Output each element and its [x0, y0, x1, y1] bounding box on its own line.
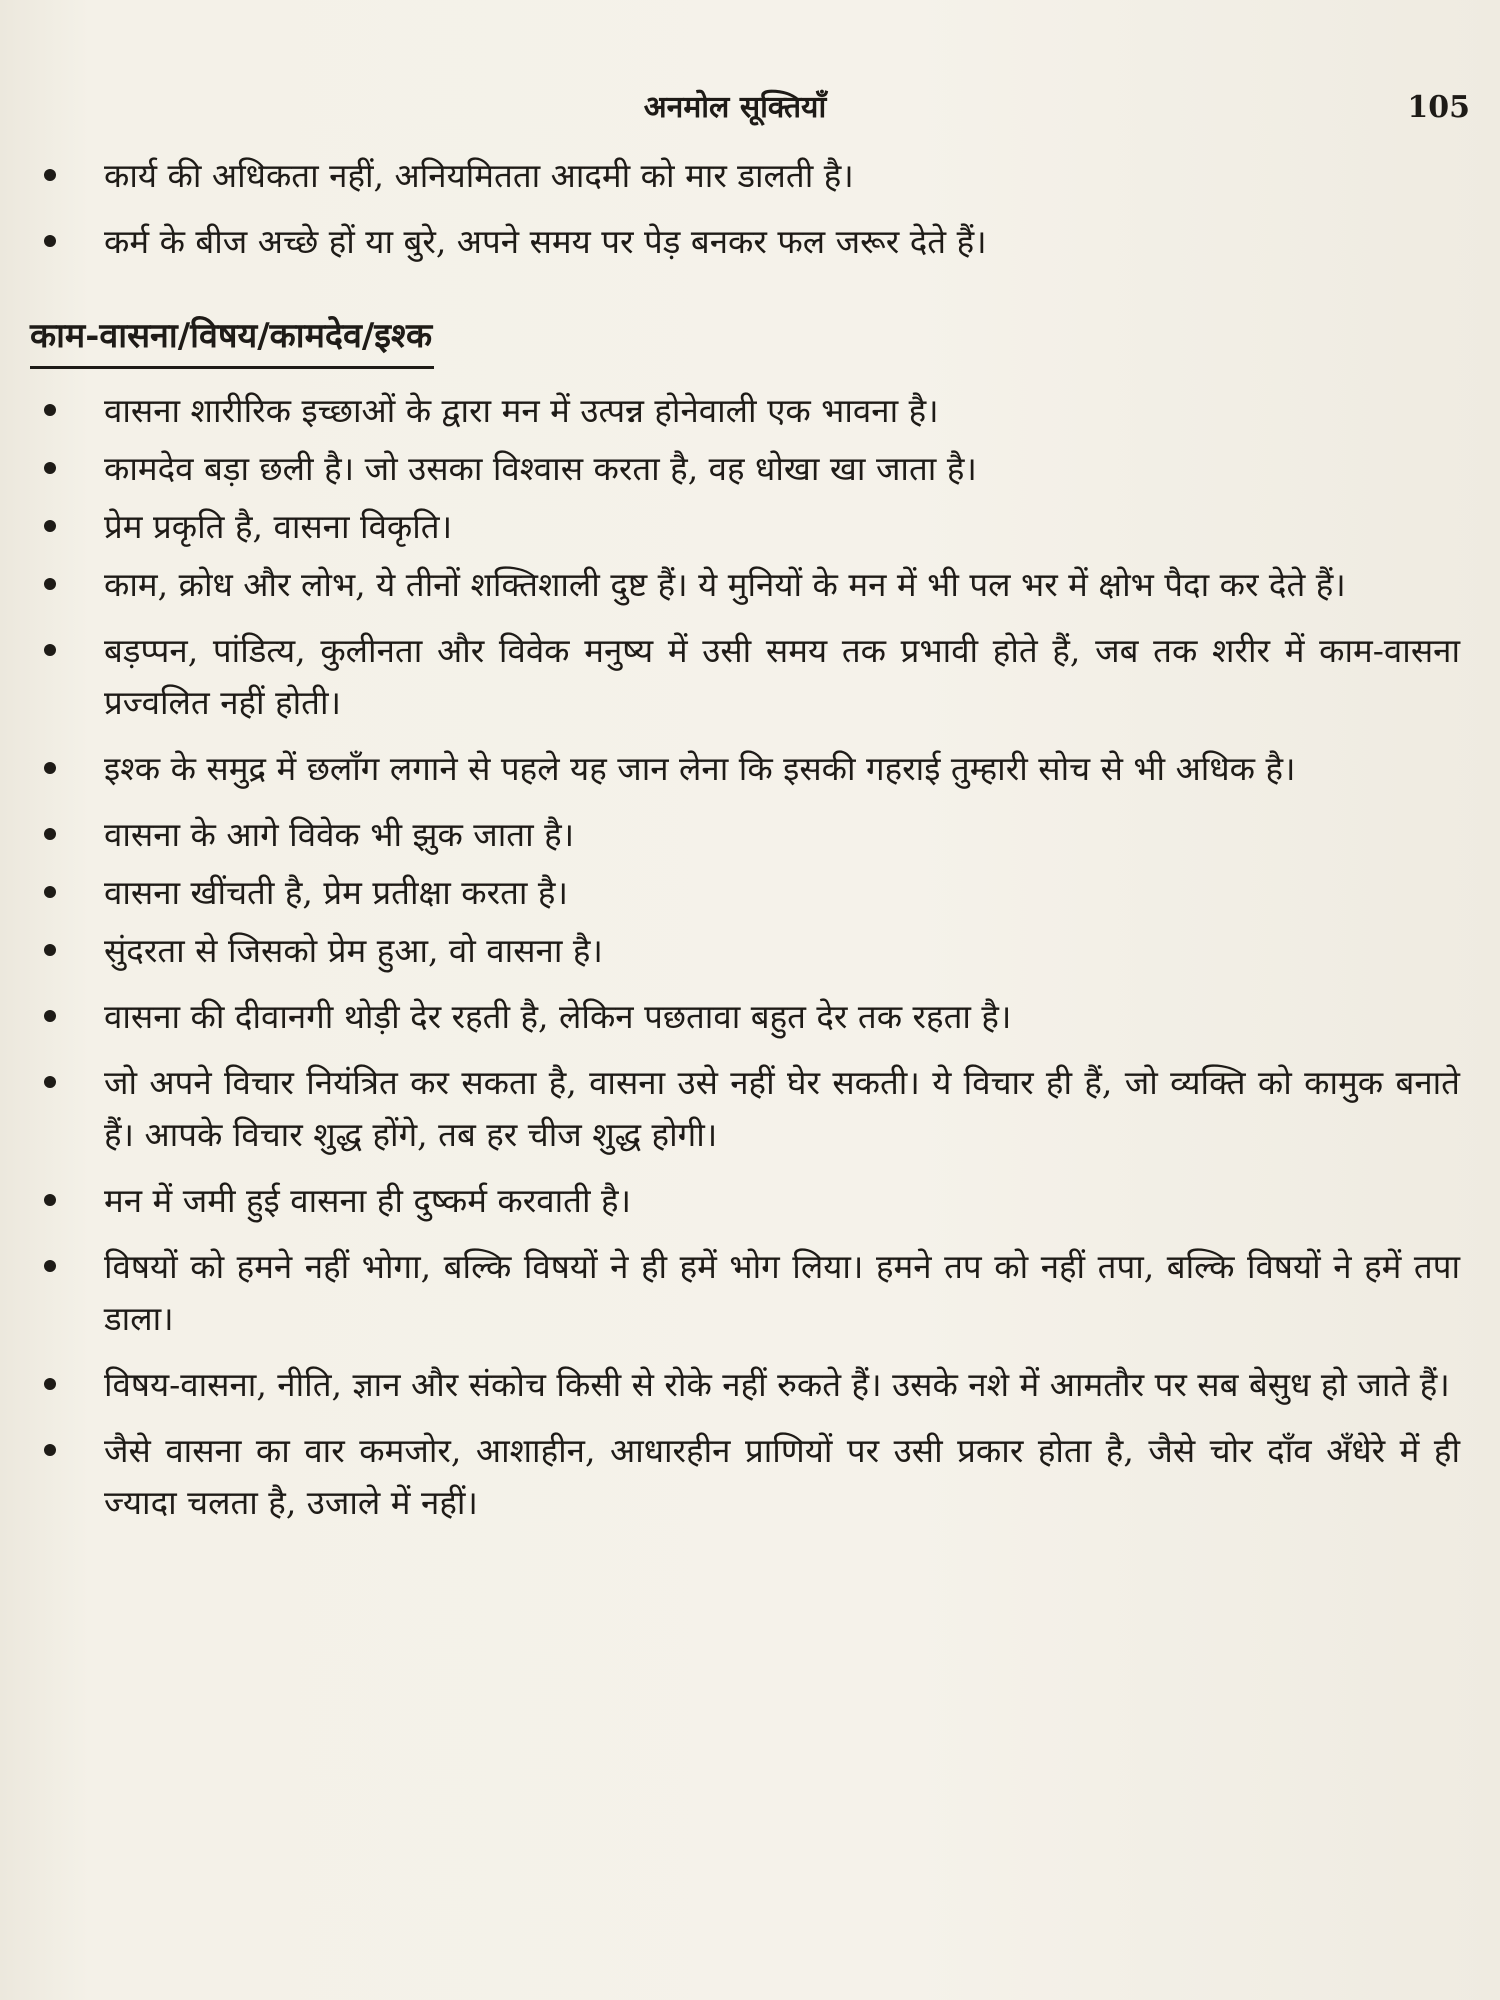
bullet-icon — [44, 828, 56, 840]
bullet-icon — [44, 578, 56, 590]
bullet-icon — [44, 1194, 56, 1206]
quote-item — [30, 501, 1460, 553]
quote-text: काम, क्रोध और लोभ, ये तीनों शक्तिशाली दुष्ट हैं। ये मुनियों के मन में भी पल भर में क्षोभ पैदा कर देते हैं। — [104, 565, 1346, 604]
quote-item — [30, 559, 1460, 611]
bullet-icon — [44, 404, 56, 416]
bullet-icon — [44, 1378, 56, 1390]
bullet-icon — [44, 1444, 56, 1456]
quote-item — [30, 1359, 1460, 1411]
quote-text: विषयों को हमने नहीं भोगा, बल्कि विषयों ने ही हमें भोग लिया। हमने तप को नहीं तपा, बल्कि विषयों ने हमें तपा डाला। — [104, 1247, 1460, 1338]
quote-text: बड़प्पन, पांडित्य, कुलीनता और विवेक मनुष्य में उसी समय तक प्रभावी होते हैं, जब तक शरीर में काम-वासना प्रज्वलित नहीं होती। — [104, 631, 1460, 722]
quote-text: वासना की दीवानगी थोड़ी देर रहती है, लेकिन पछतावा बहुत देर तक रहता है। — [104, 997, 1012, 1036]
quote-text: जो अपने विचार नियंत्रित कर सकता है, वासना उसे नहीं घेर सकती। ये विचार ही हैं, जो व्यक्ति को कामुक बनाते हैं। आपके विचार शुद्ध होंगे, तब हर चीज शुद्ध होगी। — [104, 1063, 1460, 1154]
quote-text: प्रेम प्रकृति है, वासना विकृति। — [104, 507, 453, 546]
quote-text: सुंदरता से जिसको प्रेम हुआ, वो वासना है। — [104, 931, 603, 970]
quote-text: विषय-वासना, नीति, ज्ञान और संकोच किसी से रोके नहीं रुकते हैं। उसके नशे में आमतौर पर सब बेसुध हो जाते हैं। — [104, 1365, 1450, 1404]
quote-text: कामदेव बड़ा छली है। जो उसका विश्वास करता है, वह धोखा खा जाता है। — [104, 449, 977, 488]
quote-item — [30, 1425, 1460, 1529]
quote-item — [30, 925, 1460, 977]
quote-text: मन में जमी हुई वासना ही दुष्कर्म करवाती है। — [104, 1181, 632, 1220]
bullet-icon — [44, 235, 56, 247]
running-title: अनमोल सूक्तियाँ — [643, 90, 827, 125]
quote-item — [30, 1057, 1460, 1161]
quote-item — [30, 216, 1460, 268]
bullet-icon — [44, 169, 56, 181]
quote-item — [30, 991, 1460, 1043]
quote-text: कर्म के बीज अच्छे हों या बुरे, अपने समय पर पेड़ बनकर फल जरूर देते हैं। — [104, 222, 987, 261]
bullet-icon — [44, 644, 56, 656]
quote-text: वासना शारीरिक इच्छाओं के द्वारा मन में उत्पन्न होनेवाली एक भावना है। — [104, 391, 939, 430]
bullet-icon — [44, 762, 56, 774]
quote-item — [30, 1175, 1460, 1227]
quote-item — [30, 385, 1460, 437]
bullet-icon — [44, 1076, 56, 1088]
quote-text: जैसे वासना का वार कमजोर, आशाहीन, आधारहीन प्राणियों पर उसी प्रकार होता है, जैसे चोर दाँव अँधेरे में ही ज्यादा चलता है, उजाले में नहीं। — [104, 1431, 1460, 1522]
quote-text: वासना के आगे विवेक भी झुक जाता है। — [104, 815, 575, 854]
page-number: 105 — [1407, 90, 1470, 125]
section-heading-wrap — [30, 282, 1460, 379]
quote-item — [30, 809, 1460, 861]
quote-item — [30, 867, 1460, 919]
page-content — [30, 150, 1460, 1543]
bullet-icon — [44, 886, 56, 898]
bullet-icon — [44, 462, 56, 474]
bullet-icon — [44, 1010, 56, 1022]
quote-item — [30, 150, 1460, 202]
page-header — [30, 82, 1470, 134]
quote-item — [30, 625, 1460, 729]
quote-item — [30, 743, 1460, 795]
bullet-icon — [44, 1260, 56, 1272]
quote-item — [30, 443, 1460, 495]
quote-text: वासना खींचती है, प्रेम प्रतीक्षा करता है। — [104, 873, 568, 912]
quote-text: इश्क के समुद्र में छलाँग लगाने से पहले यह जान लेना कि इसकी गहराई तुम्हारी सोच से भी अधिक है। — [104, 749, 1296, 788]
bullet-icon — [44, 520, 56, 532]
quote-text: कार्य की अधिकता नहीं, अनियमितता आदमी को मार डालती है। — [104, 156, 854, 195]
bullet-icon — [44, 944, 56, 956]
quote-item — [30, 1241, 1460, 1345]
section-heading: काम-वासना/विषय/कामदेव/इश्क — [30, 308, 434, 369]
